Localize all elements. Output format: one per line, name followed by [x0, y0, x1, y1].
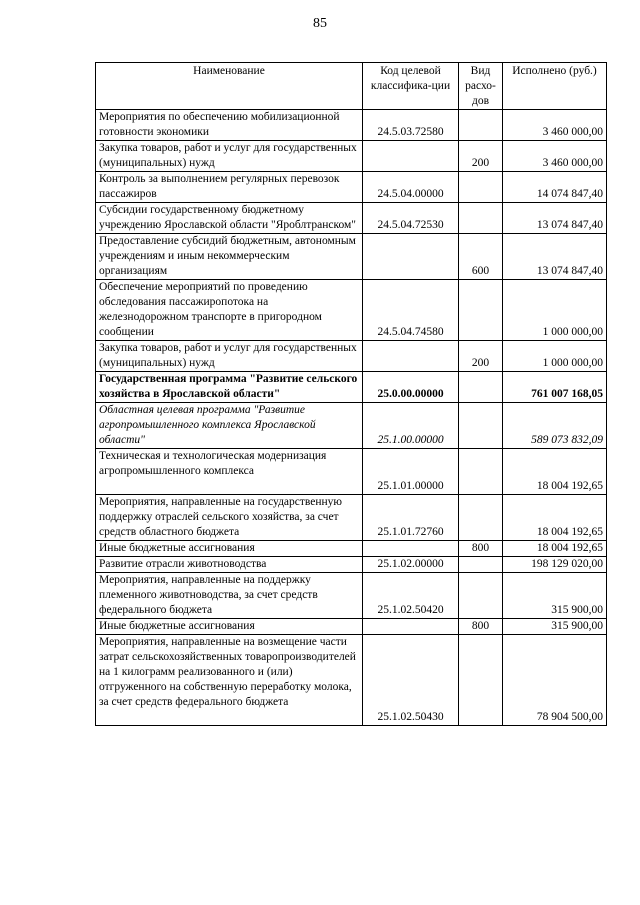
table-row: [96, 449, 607, 495]
row-amount: 315 900,00: [503, 619, 607, 635]
row-amount: 78 904 500,00: [503, 635, 607, 726]
table-row: [96, 635, 607, 726]
row-code: [363, 619, 459, 635]
row-name: Развитие отрасли животноводства: [96, 557, 363, 573]
table-row: [96, 372, 607, 403]
table-row: [96, 541, 607, 557]
row-type: [459, 372, 503, 403]
row-name: Контроль за выполнением регулярных перевозок пассажиров: [96, 172, 363, 203]
row-name: Мероприятия, направленные на поддержку племенного животноводства, за счет средств федерального бюджета: [96, 573, 363, 619]
row-type: [459, 280, 503, 341]
row-type: 200: [459, 141, 503, 172]
header-name: Наименование: [96, 63, 363, 110]
row-amount: 1 000 000,00: [503, 341, 607, 372]
row-type: [459, 449, 503, 495]
row-amount: 315 900,00: [503, 573, 607, 619]
row-code: 24.5.04.72530: [363, 203, 459, 234]
row-amount: 1 000 000,00: [503, 280, 607, 341]
row-code: [363, 141, 459, 172]
row-amount: 18 004 192,65: [503, 541, 607, 557]
row-name: Государственная программа "Развитие сельского хозяйства в Ярославской области": [96, 372, 363, 403]
row-name: Областная целевая программа "Развитие агропромышленного комплекса Ярославской области": [96, 403, 363, 449]
table-row: [96, 573, 607, 619]
row-type: 800: [459, 541, 503, 557]
table-row: [96, 341, 607, 372]
row-type: [459, 110, 503, 141]
row-name: Иные бюджетные ассигнования: [96, 619, 363, 635]
row-name: Мероприятия, направленные на государственную поддержку отраслей сельского хозяйства, за счет средств областного бюджета: [96, 495, 363, 541]
row-type: 200: [459, 341, 503, 372]
table-header-row: [96, 63, 607, 110]
row-name: Предоставление субсидий бюджетным, автономным учреждениям и иным некоммерческим организациям: [96, 234, 363, 280]
row-code: 25.1.02.50430: [363, 635, 459, 726]
table-row: [96, 557, 607, 573]
row-code: [363, 234, 459, 280]
row-code: 25.1.02.50420: [363, 573, 459, 619]
header-type: Вид расхо-дов: [459, 63, 503, 110]
table-row: [96, 203, 607, 234]
row-amount: 198 129 020,00: [503, 557, 607, 573]
row-name: Закупка товаров, работ и услуг для государственных (муниципальных) нужд: [96, 341, 363, 372]
row-amount: 13 074 847,40: [503, 203, 607, 234]
table-row: [96, 403, 607, 449]
table-body: [96, 110, 607, 726]
row-code: 24.5.03.72580: [363, 110, 459, 141]
table-row: [96, 280, 607, 341]
table-row: [96, 172, 607, 203]
row-name: Обеспечение мероприятий по проведению обследования пассажиропотока на железнодорожном транспорте в пригородном сообщении: [96, 280, 363, 341]
row-name: Закупка товаров, работ и услуг для государственных (муниципальных) нужд: [96, 141, 363, 172]
row-code: [363, 541, 459, 557]
row-type: [459, 557, 503, 573]
row-name: Мероприятия, направленные на возмещение части затрат сельскохозяйственных товаропроизводителей на 1 килограмм реализованного и (или) отгруженного на собственную переработку молока, за счет средств федерального бюджета: [96, 635, 363, 726]
row-type: [459, 573, 503, 619]
budget-table: [95, 62, 607, 726]
table-row: [96, 495, 607, 541]
row-amount: 761 007 168,05: [503, 372, 607, 403]
table-row: [96, 141, 607, 172]
row-amount: 14 074 847,40: [503, 172, 607, 203]
row-code: 25.0.00.00000: [363, 372, 459, 403]
row-amount: 589 073 832,09: [503, 403, 607, 449]
row-type: [459, 635, 503, 726]
row-amount: 3 460 000,00: [503, 110, 607, 141]
table-row: [96, 619, 607, 635]
table-row: [96, 110, 607, 141]
row-amount: 18 004 192,65: [503, 495, 607, 541]
row-amount: 3 460 000,00: [503, 141, 607, 172]
row-type: [459, 495, 503, 541]
row-name: Иные бюджетные ассигнования: [96, 541, 363, 557]
row-type: [459, 403, 503, 449]
row-name: Техническая и технологическая модернизация агропромышленного комплекса: [96, 449, 363, 495]
row-amount: 13 074 847,40: [503, 234, 607, 280]
row-code: 25.1.01.72760: [363, 495, 459, 541]
row-name: Мероприятия по обеспечению мобилизационной готовности экономики: [96, 110, 363, 141]
row-code: 25.1.01.00000: [363, 449, 459, 495]
row-code: [363, 341, 459, 372]
header-code: Код целевой классифика-ции: [363, 63, 459, 110]
row-code: 24.5.04.74580: [363, 280, 459, 341]
row-type: [459, 203, 503, 234]
row-code: 25.1.02.00000: [363, 557, 459, 573]
row-type: [459, 172, 503, 203]
row-type: 600: [459, 234, 503, 280]
row-code: 25.1.00.00000: [363, 403, 459, 449]
page-number: 85: [313, 16, 327, 31]
row-amount: 18 004 192,65: [503, 449, 607, 495]
header-exec: Исполнено (руб.): [503, 63, 607, 110]
table-row: [96, 234, 607, 280]
row-name: Субсидии государственному бюджетному учреждению Ярославской области "Яроблтранском": [96, 203, 363, 234]
row-type: 800: [459, 619, 503, 635]
row-code: 24.5.04.00000: [363, 172, 459, 203]
